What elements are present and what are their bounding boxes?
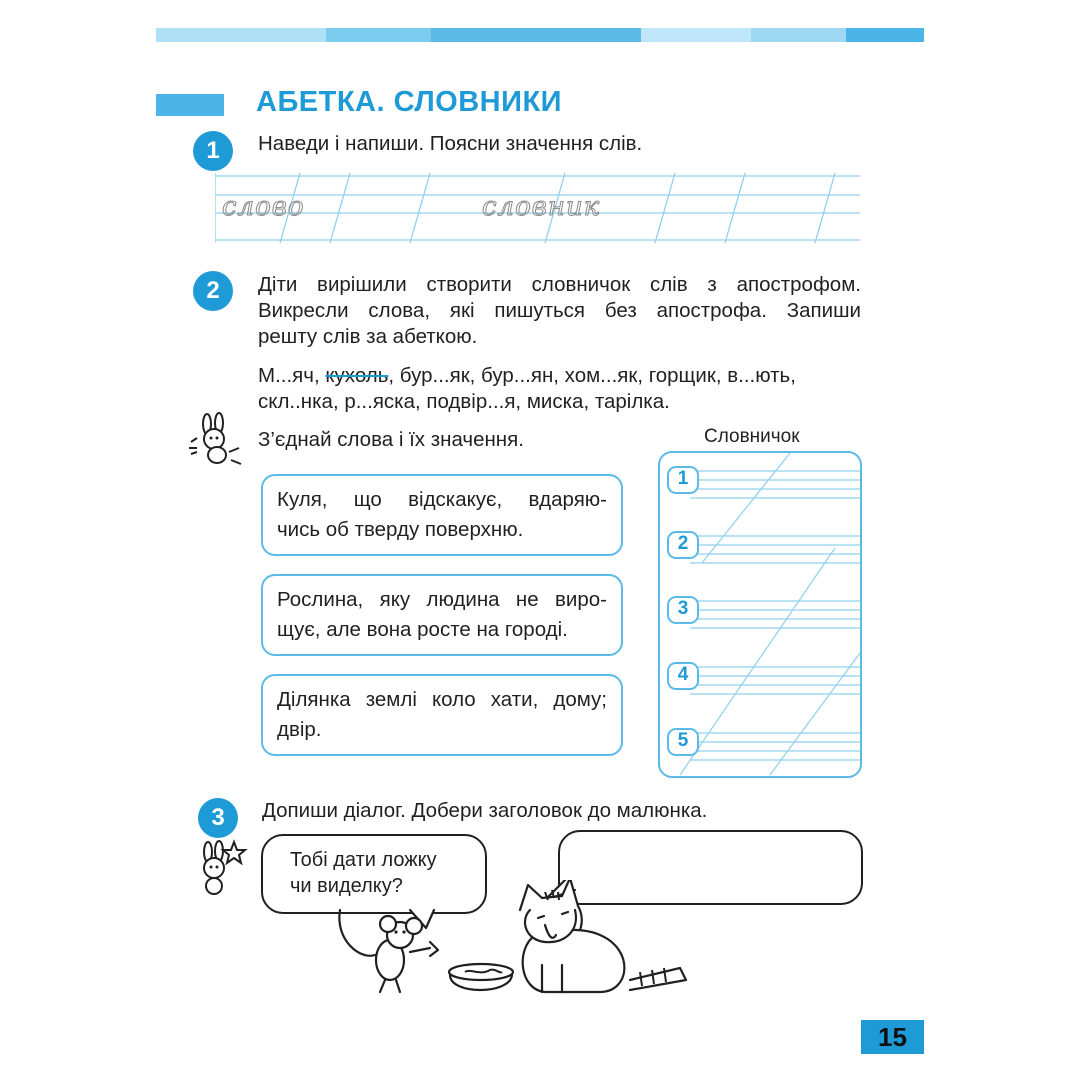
trace-word-2: словник (482, 192, 601, 222)
task-2-words-line-1 (258, 362, 861, 390)
meaning-2-line-2: щує, але вона росте на городі. (277, 618, 568, 641)
bubble-text-line-1: Тобі дати ложку (290, 849, 437, 871)
dict-number-5: 5 (677, 730, 689, 751)
top-decorative-stripe (156, 28, 924, 42)
bubble-text-line-2: чи виделку? (290, 875, 403, 897)
page-number: 15 (861, 1020, 924, 1054)
mouse-cat-illustration (330, 880, 700, 1000)
meaning-box-2[interactable] (261, 574, 623, 656)
crossed-word-kukhol: кухоль (325, 364, 389, 387)
task-2-line-2: Викресли слова, які пишуться без апострофа. Запиши (258, 299, 861, 322)
meaning-3-line-2: двір. (277, 718, 322, 741)
task-1-number: 1 (193, 131, 233, 171)
task-1-instruction: Наведи і напиши. Поясни значення слів. (258, 132, 643, 155)
dict-number-3: 3 (677, 598, 689, 619)
words-remaining: , бур...як, бур...ян, хом...як, горщик, в...ють, (388, 364, 796, 387)
task-2-number: 2 (193, 271, 233, 311)
dict-number-2: 2 (677, 533, 689, 554)
task-3-instruction: Допиши діалог. Добери заголовок до малюнка. (262, 799, 708, 822)
meaning-2-line-1: Рослина, яку людина не виро- (277, 588, 607, 611)
meaning-box-3[interactable] (261, 674, 623, 756)
task-2-line-1: Діти вирішили створити словничок слів з апострофом. (258, 273, 861, 296)
page-title: АБЕТКА. СЛОВНИКИ (256, 86, 563, 118)
bunny-with-stars-icon (190, 838, 250, 898)
meaning-1-line-2: чись об тверду поверхню. (277, 518, 524, 541)
word-m-iach: М...яч, (258, 364, 320, 387)
task-2-line-3: решту слів за абеткою. (258, 325, 478, 348)
dict-number-1: 1 (677, 468, 689, 489)
bunny-icon (185, 412, 247, 470)
dict-number-4: 4 (677, 664, 689, 685)
connect-instruction: З’єднай слова і їх значення. (258, 428, 524, 451)
meaning-box-1[interactable] (261, 474, 623, 556)
meaning-3-line-1: Ділянка землі коло хати, дому; (277, 688, 607, 711)
meaning-1-line-1: Куля, що відскакує, вдаряю- (277, 488, 607, 511)
task-2-words-line-2: скл..нка, р...яска, подвір...я, миска, тарілка. (258, 390, 670, 413)
trace-word-1: слово (222, 192, 305, 222)
title-accent-bar (156, 94, 224, 116)
task-3-number: 3 (198, 798, 238, 838)
dictionary-title: Словничок (704, 426, 800, 447)
